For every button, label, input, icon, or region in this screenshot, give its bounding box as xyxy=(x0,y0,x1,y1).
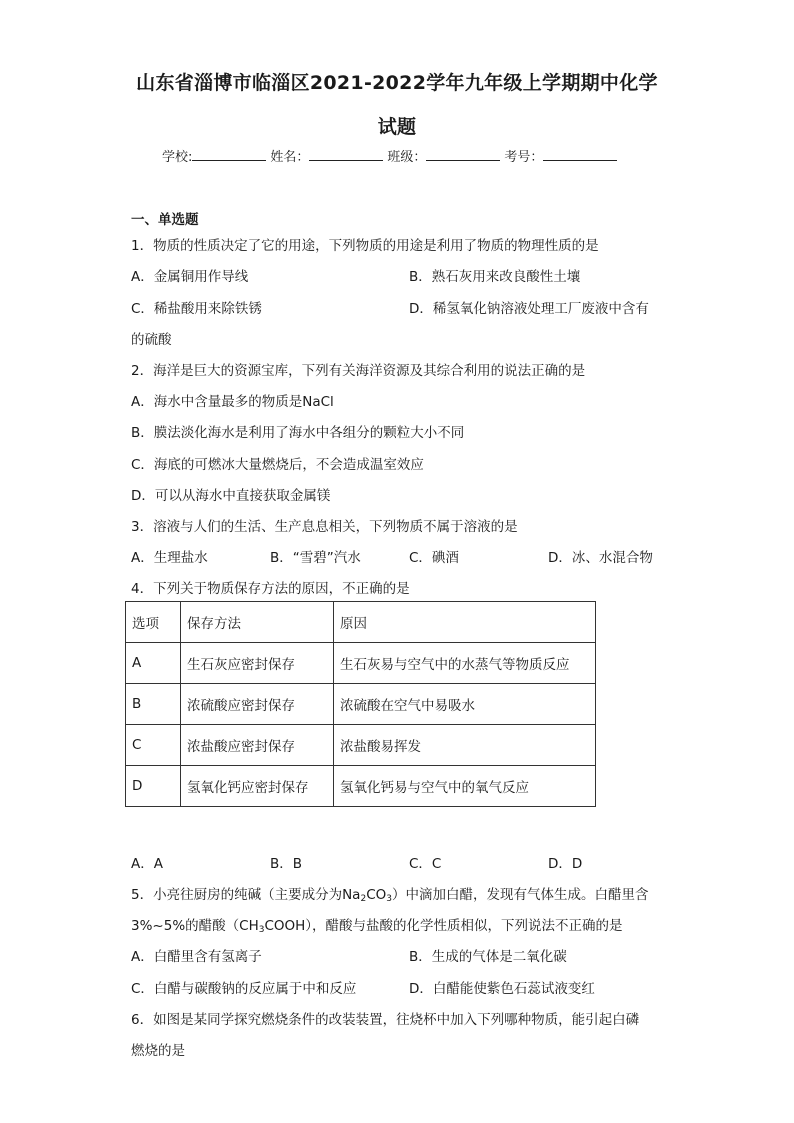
q5-option-d: D．白醋能使紫色石蕊试液变红 xyxy=(409,981,595,997)
table-cell: 氢氧化钙易与空气中的氧气反应 xyxy=(334,766,596,807)
q1-option-a: A．金属铜用作导线 xyxy=(131,269,249,285)
table-cell: 氢氧化钙应密封保存 xyxy=(181,766,334,807)
q4-option-a: A．A xyxy=(131,856,163,872)
q2-option-d: D．可以从海水中直接获取金属镁 xyxy=(131,488,331,504)
table-row xyxy=(126,766,596,807)
table-header-cell: 原因 xyxy=(334,602,596,643)
q2-option-a: A．海水中含量最多的物质是NaCl xyxy=(131,394,334,410)
table-cell: C xyxy=(126,725,181,766)
q5-option-a: A．白醋里含有氢离子 xyxy=(131,949,262,965)
name-blank[interactable] xyxy=(309,148,383,161)
q1-option-c: C．稀盐酸用来除铁锈 xyxy=(131,301,262,317)
q5-stem-line2 xyxy=(131,914,623,935)
exam-no-blank[interactable] xyxy=(543,148,617,161)
table-cell: 生石灰易与空气中的水蒸气等物质反应 xyxy=(334,643,596,684)
subscript: 3 xyxy=(386,894,392,904)
table-cell: 浓盐酸易挥发 xyxy=(334,725,596,766)
q3-option-b: B．“雪碧”汽水 xyxy=(270,550,361,566)
school-blank[interactable] xyxy=(192,148,266,161)
table-row xyxy=(126,643,596,684)
table-header-cell: 保存方法 xyxy=(181,602,334,643)
q2-option-b: B．膜法淡化海水是利用了海水中各组分的颗粒大小不同 xyxy=(131,425,465,441)
q3-option-c: C．碘酒 xyxy=(409,550,459,566)
table-cell: A xyxy=(126,643,181,684)
table-cell: B xyxy=(126,684,181,725)
q2-option-c: C．海底的可燃冰大量燃烧后，不会造成温室效应 xyxy=(131,457,424,473)
section-title: 一、单选题 xyxy=(131,212,199,228)
q6-stem-line2: 燃烧的是 xyxy=(131,1043,185,1059)
q4-option-c: C．C xyxy=(409,856,442,872)
class-blank[interactable] xyxy=(426,148,500,161)
q4-option-b: B．B xyxy=(270,856,303,872)
q5-text: COOH），醋酸与盐酸的化学性质相似，下列说法不正确的是 xyxy=(264,918,623,934)
q1-option-b: B．熟石灰用来改良酸性土壤 xyxy=(409,269,581,285)
name-label: 姓名： xyxy=(270,150,310,165)
table-header-row xyxy=(126,602,596,643)
table-cell: 浓硫酸应密封保存 xyxy=(181,684,334,725)
q6-stem-line1: 6．如图是某同学探究燃烧条件的改装装置，往烧杯中加入下列哪种物质，能引起白磷 xyxy=(131,1012,640,1028)
q5-text: ）中滴加白醋，发现有气体生成。白醋里含 xyxy=(392,887,649,903)
table-cell: D xyxy=(126,766,181,807)
q4-option-d: D．D xyxy=(548,856,583,872)
table-row xyxy=(126,725,596,766)
q4-stem: 4．下列关于物质保存方法的原因，不正确的是 xyxy=(131,581,410,597)
q5-option-b: B．生成的气体是二氧化碳 xyxy=(409,949,567,965)
q5-text: 5．小亮往厨房的纯碱（主要成分为Na xyxy=(131,887,361,903)
q3-option-a: A．生理盐水 xyxy=(131,550,208,566)
q4-table xyxy=(125,601,596,807)
q5-text: CO xyxy=(366,887,387,903)
q3-stem: 3．溶液与人们的生活、生产息息相关，下列物质不属于溶液的是 xyxy=(131,519,518,535)
table-cell: 浓硫酸在空气中易吸水 xyxy=(334,684,596,725)
q2-stem: 2．海洋是巨大的资源宝库，下列有关海洋资源及其综合利用的说法正确的是 xyxy=(131,363,586,379)
exam-title-line1: 山东省淄博市临淄区2021-2022学年九年级上学期期中化学 xyxy=(136,72,658,94)
exam-no-label: 考号： xyxy=(504,150,544,165)
table-cell: 生石灰应密封保存 xyxy=(181,643,334,684)
exam-title-line2: 试题 xyxy=(377,116,417,138)
q1-stem: 1．物质的性质决定了它的用途，下列物质的用途是利用了物质的物理性质的是 xyxy=(131,238,599,254)
q5-option-c: C．白醋与碳酸钠的反应属于中和反应 xyxy=(131,981,357,997)
subscript: 3 xyxy=(258,925,265,935)
q5-stem-line1 xyxy=(131,883,649,904)
student-info-row xyxy=(162,146,621,165)
q1-option-d: D．稀氢氧化钠溶液处理工厂废液中含有 xyxy=(409,301,649,317)
class-label: 班级： xyxy=(387,150,427,165)
table-row xyxy=(126,684,596,725)
q5-text: 3%~5%的醋酸（CH xyxy=(131,918,259,934)
table-header-cell: 选项 xyxy=(126,602,181,643)
q1-option-d-continued: 的硫酸 xyxy=(131,332,172,348)
table-cell: 浓盐酸应密封保存 xyxy=(181,725,334,766)
q3-option-d: D．冰、水混合物 xyxy=(548,550,653,566)
school-label: 学校: xyxy=(162,150,193,165)
subscript: 2 xyxy=(360,894,367,904)
